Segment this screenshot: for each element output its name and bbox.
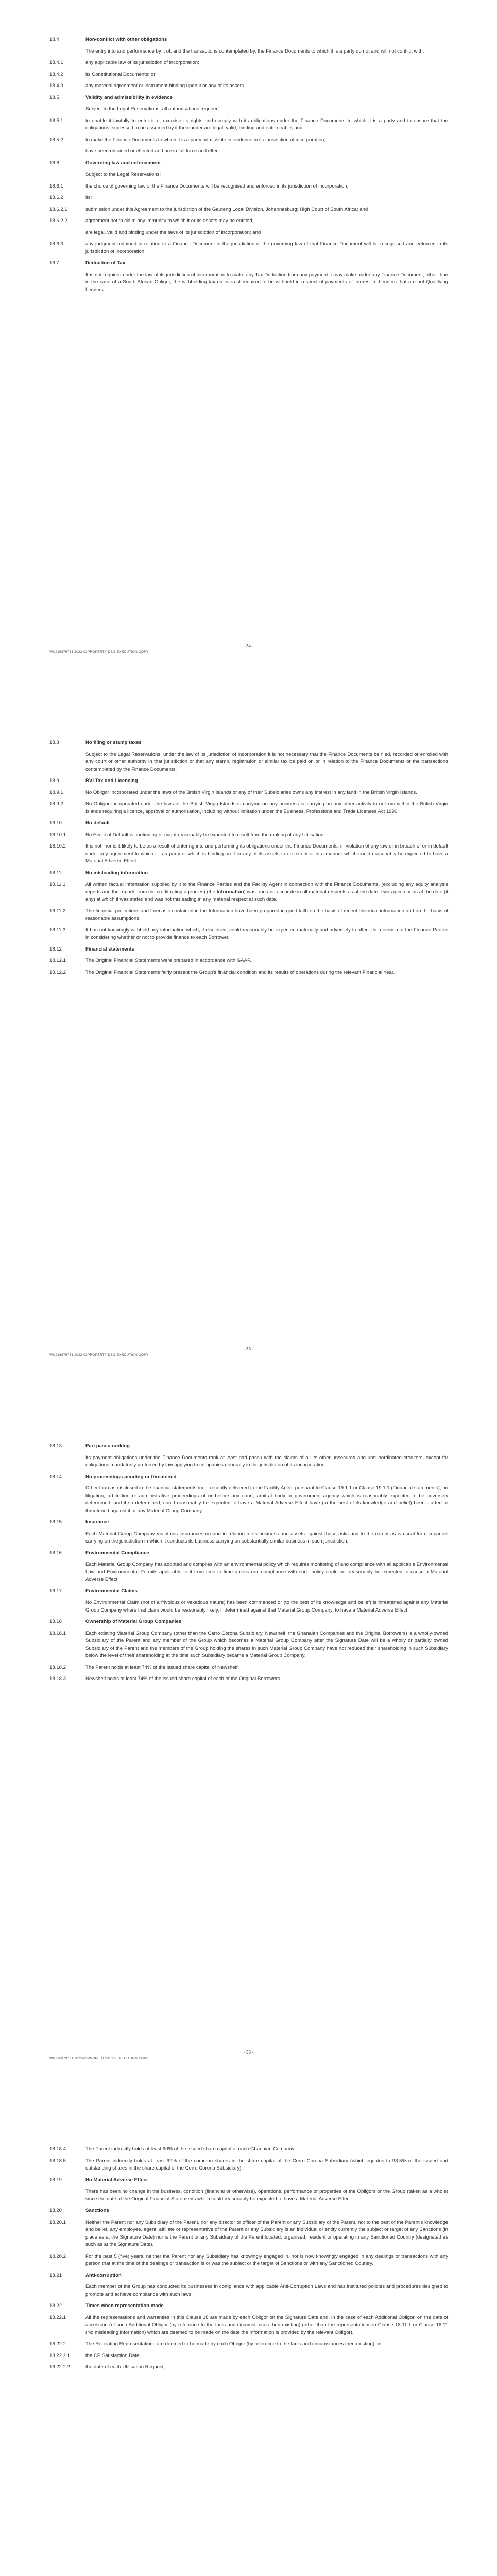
clause-heading	[49, 1473, 448, 1481]
clause-heading	[49, 1550, 448, 1557]
clause-heading	[49, 777, 448, 785]
clause-item	[49, 117, 448, 132]
clause-title: BVI Tax and Licencing	[85, 778, 138, 784]
clause-heading	[49, 1443, 448, 1450]
clause-number: 18.13	[49, 1443, 62, 1449]
clause-text: the CP Satisfaction Date;	[85, 2352, 141, 2359]
clause-item	[49, 71, 448, 79]
clause-heading	[49, 1588, 448, 1596]
clause-item	[49, 1664, 448, 1672]
clause-number: 18.18.4	[49, 2146, 66, 2152]
clause-item	[49, 82, 448, 90]
clause-number: 18.11.3	[49, 927, 66, 933]
page	[0, 2110, 497, 2576]
clause-title: Environmental Claims	[85, 1588, 138, 1594]
clause-number: 18.9.1	[49, 789, 63, 795]
paragraph: have been obtained or effected and are in full force and effect.	[85, 148, 221, 154]
clause-number: 18.12.1	[49, 958, 66, 963]
clause-text: any judgment obtained in relation to a Finance Document in the jurisdiction of the governing law of that Finance Document will be recognised and enforced in its jurisdiction of incorporation.	[85, 241, 448, 255]
clause-item	[49, 1675, 448, 1683]
clause-number: 18.11.2	[49, 908, 66, 914]
clause-text: No Obligor incorporated under the laws of the British Virgin Islands or any of their Subsidiaries owns any interest in any land in the British Virgin Islands.	[85, 789, 417, 795]
clause-heading	[49, 260, 448, 267]
clause-title: Deduction of Tax	[85, 260, 126, 266]
clause-item	[49, 908, 448, 923]
page-number: - 36 -	[243, 2049, 254, 2055]
clause-item	[49, 183, 448, 191]
clause-title: No Material Adverse Effect	[85, 2177, 148, 2183]
clause-text: any applicable law of its jurisdiction of incorporation;	[85, 60, 199, 65]
clause-heading	[49, 2207, 448, 2215]
clause-heading	[49, 946, 448, 954]
clause-item	[49, 1630, 448, 1660]
paragraph: The entry into and performance by it of, and the transactions contemplated by, the Finance Documents to which it is a party do not and will not conflict with:	[85, 48, 424, 54]
clause-text: any material agreement or instrument binding upon it or any of its assets.	[85, 83, 245, 89]
clause-number: 18.6	[49, 160, 59, 166]
clause-heading	[49, 2272, 448, 2280]
clause-item	[49, 789, 448, 797]
clause-number: 18.14	[49, 1473, 62, 1480]
clause-text: the choice of governing law of the Finance Documents will be recognised and enforced in its jurisdiction of incorporation;	[85, 183, 349, 189]
document-footer: WN216879731.2022-02PROPERTY-DSG-EXECUTION COPY	[49, 2057, 149, 2060]
clause-text: to make the Finance Documents to which it is a party admissible in evidence in its jurisdiction of incorporation,	[85, 137, 326, 143]
clause-text: All written factual information supplied by it to the Finance Parties and the Facility Agent in connection with the Finance Documents, (excluding any equity analysis reports and the reports from the credit rating agencies) (the Information) was true and accurate in all material respects as at the date it was given or as at the date (if any) at which it was stated and was not misleading in any material respect at such date.	[85, 882, 449, 902]
page-content	[49, 739, 448, 980]
clause-number: 18.8	[49, 740, 59, 745]
paragraph: Its payment obligations under the Finance Documents rank at least pari passu with the claims of all its other unsecured and unsubordinated creditors, except for obligations mandatorily preferred by law applying to companies generally in the jurisdiction of its incorporation.	[85, 1454, 448, 1468]
clause-number: 18.4.1	[49, 60, 63, 65]
clause-number: 18.6.2.1	[49, 206, 67, 212]
clause-text: agreement not to claim any immunity to which it or its assets may be entitled,	[85, 218, 254, 224]
clause-text: It is not, nor is it likely to be as a result of entering into and performing its obligations under the Finance Documents, in violation of any law or in breach of or in default under any agreement to which it is a party or which is binding on it or any of its assets to an extent or in a manner which could reasonably be expected to have a Material Adverse Effect.	[85, 843, 448, 864]
paragraph: Each member of the Group has conducted its businesses in compliance with applicable Anti-Corruption Laws and has instituted policies and procedures designed to promote and achieve compliance with such laws.	[85, 2284, 448, 2297]
clause-number: 18.10.2	[49, 843, 66, 849]
clause-title: No proceedings pending or threatened	[85, 1473, 177, 1480]
clause-heading	[49, 160, 448, 167]
clause-number: 18.18.2	[49, 1664, 66, 1670]
clause-title: Environmental Compliance	[85, 1550, 149, 1556]
paragraph: Subject to the Legal Reservations, under the law of its jurisdiction of incorporation it is not necessary that the Finance Documents be filed, recorded or enrolled with any court or other authority in that jurisdiction or that any stamp, registration or similar tax be paid on or in relation to the Finance Documents or the transactions contemplated by the Finance Documents.	[85, 751, 448, 772]
clause-item	[49, 881, 448, 904]
page-number: - 35 -	[243, 1346, 254, 1351]
clause-text: No Obligor incorporated under the laws of the British Virgin Islands is carrying on any business or carrying on any other activity in or from within the British Virgin Islands requiring a licence, approval or authorisation, including without limitation under the Business, Professions and Trade Licenses Act 1990.	[85, 801, 448, 815]
clause-title: Non-conflict with other obligations	[85, 37, 167, 42]
clause-title: Ownership of Material Group Companies	[85, 1619, 182, 1624]
clause-item	[49, 957, 448, 965]
clause-item	[49, 2146, 448, 2154]
clause-text: For the past 5 (five) years, neither the Parent nor any Subsidiary has knowingly engaged in, nor is now knowingly engaged in any dealings or transactions with any person that at the time of the dealings or transaction is or was the subject or the target of Sanctions or with any Sanctioned Country.	[85, 2253, 448, 2266]
clause-number: 18.18.5	[49, 2158, 66, 2164]
clause-number: 18.4.2	[49, 71, 63, 77]
clause-number: 18.9.2	[49, 801, 63, 807]
clause-text: the date of each Utilisation Request;	[85, 2364, 165, 2370]
clause-heading	[49, 870, 448, 877]
clause-heading	[49, 820, 448, 827]
paragraph: Subject to the Legal Reservations:	[85, 172, 161, 177]
clause-text: submission under this Agreement to the jurisdiction of the Gauteng Local Division, Johannesburg; High Court of South Africa; and	[85, 206, 368, 212]
page-content	[49, 1443, 448, 1687]
clause-number: 18.6.2.2	[49, 218, 67, 224]
clause-number: 18.6.1	[49, 183, 63, 189]
page-content	[49, 2146, 448, 2376]
page	[0, 0, 497, 703]
clause-number: 18.7	[49, 260, 59, 266]
clause-number: 18.15	[49, 1519, 62, 1525]
clause-number: 18.11.1	[49, 882, 66, 887]
clause-title: No misleading information	[85, 870, 148, 876]
clause-number: 18.22.2.1	[49, 2352, 71, 2359]
clause-number: 18.19	[49, 2177, 62, 2183]
clause-number: 18.6.3	[49, 241, 63, 247]
clause-title: Times when representation made	[85, 2303, 164, 2309]
clause-number: 18.18	[49, 1619, 62, 1624]
clause-item	[49, 801, 448, 816]
clause-item	[49, 2352, 448, 2360]
clause-item	[49, 217, 448, 225]
clause-item	[49, 194, 448, 202]
page	[0, 703, 497, 1406]
clause-text: to enable it lawfully to enter into, exercise its rights and comply with its obligations under the Finance Documents to which it is a party and to ensure that the obligations expressed to be assumed by it thereunder are legal, valid, binding and enforceable; and	[85, 117, 448, 131]
clause-number: 18.5.2	[49, 137, 63, 143]
clause-heading	[49, 2302, 448, 2310]
clause-number: 18.18.1	[49, 1630, 66, 1636]
clause-text: All the representations and warranties in this Clause 18 are made by each Obligor on the Signature Date and, in the case of each Additional Obligor, on the date of accession (of such Additional Obligor (by reference to the facts and circumstances then existing) (other than the representations in Clause 18.11.1 or Clause 18.11 (No misleading information) which are deemed to be made on the date the Information is provided by the relevant Obligor).	[85, 2314, 448, 2335]
clause-text: The Original Financial Statements fairly present the Group's financial condition and its results of operations during the relevant Financial Year.	[85, 969, 395, 975]
clause-text: The Parent indirectly holds at least 99% of the common shares in the share capital of the Cerro Corona Subsidiary (which equates to 98.5% of the issued and outstanding shares in the share capital of the Cerro Corona Subsidiary).	[85, 2158, 448, 2171]
clause-number: 18.10	[49, 820, 62, 826]
clause-text: The Original Financial Statements were prepared in accordance with GAAP.	[85, 958, 251, 963]
clause-number: 18.20.1	[49, 2219, 66, 2225]
clause-number: 18.16	[49, 1550, 62, 1556]
clause-text: Neither the Parent nor any Subsidiary of the Parent, nor any director or officer of the Parent or any Subsidiary of the Parent, nor to the best of the Parent's knowledge and belief, any employee, agent, affiliate or representative of the Parent or any Subsidiary is an individual or entity currently the subject or target of any Sanctions (in place as at the Signature Date) nor is the Parent or any Subsidiary of the Parent located, organised, resident or operating in any Sanctioned Country (designated as such as at the Signature Date).	[85, 2219, 448, 2247]
clause-title: Pari passu ranking	[85, 1443, 130, 1449]
clause-item	[49, 2341, 448, 2348]
page-content	[49, 36, 448, 298]
clause-item	[49, 2314, 448, 2337]
clause-heading	[49, 1519, 448, 1527]
clause-number: 18.17	[49, 1588, 62, 1594]
clause-item	[49, 843, 448, 866]
page-number: - 34 -	[243, 643, 254, 648]
clause-text: The Parent holds at least 74% of the issued share capital of Newshelf.	[85, 1664, 239, 1670]
clause-number: 18.22.2	[49, 2341, 66, 2347]
clause-number: 18.10.1	[49, 832, 66, 838]
paragraph: are legal, valid and binding under the laws of its jurisdiction of incorporation; and	[85, 229, 261, 235]
clause-item	[49, 2219, 448, 2249]
clause-number: 18.18.3	[49, 1676, 66, 1682]
clause-text: The financial projections and forecasts contained in the Information have been prepared in good faith on the basis of recent historical information and on the basis of reasonable assumptions.	[85, 908, 448, 921]
clause-number: 18.9	[49, 778, 59, 784]
clause-number: 18.11	[49, 870, 62, 876]
clause-number: 18.20.2	[49, 2253, 66, 2259]
clause-number: 18.22.1	[49, 2314, 66, 2320]
clause-heading	[49, 36, 448, 44]
clause-heading	[49, 739, 448, 747]
clause-title: Anti-corruption	[85, 2272, 122, 2278]
clause-number: 18.6.2	[49, 195, 63, 200]
clause-item	[49, 969, 448, 977]
clause-heading	[49, 94, 448, 102]
clause-text: It has not knowingly withheld any information which, if disclosed, could reasonably be expected materially and adversely to affect the decision of the Finance Parties in considering whether or not to provide finance to each Borrower.	[85, 927, 448, 940]
paragraph: It is not required under the law of its jurisdiction of incorporation to make any Tax Deduction from any payment it may make under any Finance Document, other than in the case of a South African Obligor, the withholding tax on interest required to be withheld in respect of payments of interest to Lenders that are not Qualifying Lenders.	[85, 272, 448, 293]
paragraph: Other than as disclosed in the financial statements most recently delivered to the Facility Agent pursuant to Clause 19.1.1 or Clause 19.1.1 (Financial statements), no litigation, arbitration or administrative proceedings of or before any court, arbitral body or government agency which is reasonably expected to be adversely determined; and if so determined, could reasonably be expected to have a Material Adverse Effect have (to the best of its knowledge and belief) been started or threatened against it or any Material Group Company.	[85, 1485, 448, 1514]
clause-title: Financial statements	[85, 946, 134, 952]
paragraph: Each Material Group Company has adopted and complies with an environmental policy which requires monitoring of and compliance with all applicable Environmental Law and Environmental Permits applicable to it from time to time unless non-compliance with such policy could not reasonably be expected to cause a Material Adverse Effect.	[85, 1562, 448, 1582]
clause-number: 18.22	[49, 2303, 62, 2309]
clause-item	[49, 2158, 448, 2173]
clause-item	[49, 927, 448, 942]
page	[0, 1406, 497, 2110]
clause-title: Validity and admissibility in evidence	[85, 94, 173, 100]
clause-text: The Parent indirectly holds at least 90% of the issued share capital of each Ghanaian Company.	[85, 2146, 296, 2152]
clause-item	[49, 2253, 448, 2268]
clause-text: Newshelf holds at least 74% of the issued share capital of each of the Original Borrowers.	[85, 1676, 282, 1682]
clause-number: 18.22.2.2	[49, 2364, 71, 2370]
document-footer: WN216879731.2022-02PROPERTY-DSG-EXECUTION COPY	[49, 1353, 149, 1357]
clause-number: 18.20	[49, 2208, 62, 2213]
clause-title: Insurance	[85, 1519, 109, 1525]
clause-title: No filing or stamp taxes	[85, 740, 142, 745]
clause-title: Sanctions	[85, 2208, 109, 2213]
document-footer: WN216879731.2022-02PROPERTY-DSG-EXECUTION COPY	[49, 650, 149, 654]
clause-number: 18.4	[49, 37, 59, 42]
clause-item	[49, 2364, 448, 2371]
clause-item	[49, 832, 448, 839]
clause-number: 18.21	[49, 2272, 62, 2278]
clause-title: Governing law and enforcement	[85, 160, 161, 166]
clause-number: 18.5	[49, 94, 59, 100]
clause-item	[49, 241, 448, 256]
clause-item	[49, 137, 448, 144]
clause-text: its Constitutional Documents; or	[85, 71, 156, 77]
clause-heading	[49, 1618, 448, 1626]
clause-number: 18.12.2	[49, 969, 66, 975]
clause-number: 18.12	[49, 946, 62, 952]
paragraph: No Environmental Claim (not of a frivolous or vexatious nature) has been commenced or (to the best of its knowledge and belief) is threatened against any Material Group Company where that claim would be reasonably likely, if determined against that Material Group Company, to have a Material Adverse Effect.	[85, 1600, 448, 1613]
clause-number: 18.5.1	[49, 117, 63, 124]
clause-text: its:	[85, 195, 92, 200]
clause-text: The Repeating Representations are deemed to be made by each Obligor (by reference to the facts and circumstances then existing) on:	[85, 2341, 383, 2347]
clause-text: No Event of Default is continuing or might reasonably be expected to result from the making of any Utilisation.	[85, 832, 325, 838]
clause-heading	[49, 2177, 448, 2184]
paragraph: There has been no change in the business, condition (financial or otherwise), operations, performance or properties of the Obligors or the Group (taken as a whole) since the date of the Original Financial Statements which could reasonably be expected to have a Material Adverse Effect.	[85, 2189, 448, 2202]
clause-text: Each existing Material Group Company (other than the Cerro Corona Subsidiary, Newshelf, the Ghanaian Companies and the Original Borrowers) is a wholly-owned Subsidiary of the Parent and any member of the Group which becomes a Material Group Company after the Signature Date will be a wholly or partially owned Subsidiary of the Parent and the members of the Group holding the shares in such Material Group Company have not reduced their shareholding in such Subsidiary below the level of their shareholding at the time such Subsidiary became a Material Group Company.	[85, 1630, 448, 1658]
clause-title: No default	[85, 820, 110, 826]
paragraph: Each Material Group Company maintains insurances on and in relation to its business and assets against those risks and to the extent as is usual for companies carrying on the jurisdiction in which it conducts its business carrying on substantially similar business in such jurisdiction.	[85, 1531, 448, 1544]
clause-number: 18.4.3	[49, 83, 63, 89]
clause-item	[49, 59, 448, 67]
paragraph: Subject to the Legal Reservations, all authorisations required:	[85, 106, 220, 112]
clause-item	[49, 206, 448, 214]
